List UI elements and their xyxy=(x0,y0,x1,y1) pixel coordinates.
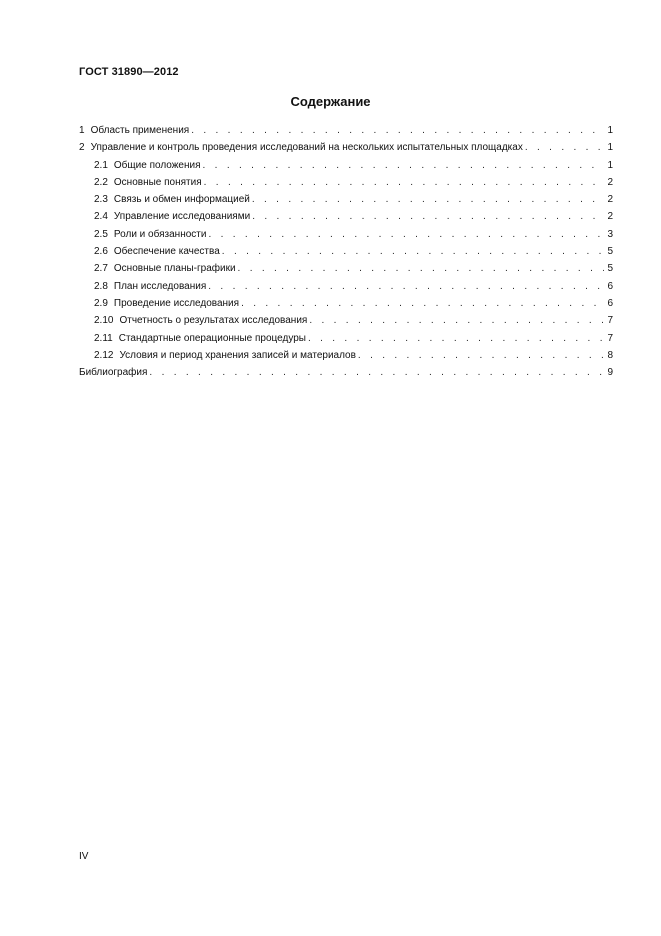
toc-entry[interactable] xyxy=(79,347,613,364)
toc-dot-leader xyxy=(203,157,605,174)
toc-entry-number: 2.7 xyxy=(94,263,108,275)
toc-entry-title: Управление и контроль проведения исследований на нескольких испытательных площадках xyxy=(90,142,523,154)
toc-entry[interactable] xyxy=(79,295,613,312)
toc-entry-title: Проведение исследования xyxy=(113,297,240,309)
toc-entry[interactable] xyxy=(79,312,613,329)
toc-entry-title: Основные понятия xyxy=(113,176,202,188)
toc-dot-leader xyxy=(222,243,604,260)
toc-entry-title: Стандартные операционные процедуры xyxy=(118,332,306,344)
toc-dot-leader xyxy=(252,191,604,208)
toc-dot-leader xyxy=(358,347,604,364)
toc-entry[interactable] xyxy=(79,174,613,191)
toc-entry[interactable] xyxy=(79,208,613,225)
toc-entry[interactable] xyxy=(79,330,613,347)
toc-entry-title: Связь и обмен информацией xyxy=(113,194,250,206)
toc-entry-page: 7 xyxy=(607,315,613,327)
table-of-contents xyxy=(79,122,613,381)
toc-entry-page: 3 xyxy=(607,228,613,240)
toc-entry-title: Управление исследованиями xyxy=(113,211,251,223)
toc-entry-page: 5 xyxy=(607,263,613,275)
toc-entry-page: 8 xyxy=(607,349,613,361)
toc-entry-number: 2.2 xyxy=(94,176,108,188)
toc-dot-leader xyxy=(308,330,604,347)
toc-entry[interactable] xyxy=(79,226,613,243)
toc-entry-number: 2.9 xyxy=(94,297,108,309)
toc-entry-title: Общие положения xyxy=(113,159,201,171)
toc-entry-page: 2 xyxy=(607,194,613,206)
toc-dot-leader xyxy=(241,295,604,312)
toc-entry-number: 2.11 xyxy=(94,332,113,344)
toc-entry-page: 2 xyxy=(607,211,613,223)
document-code: ГОСТ 31890—2012 xyxy=(79,66,179,78)
toc-dot-leader xyxy=(208,226,604,243)
toc-entry-title: Роли и обязанности xyxy=(113,228,207,240)
toc-entry[interactable] xyxy=(79,191,613,208)
toc-entry[interactable] xyxy=(79,157,613,174)
toc-entry[interactable] xyxy=(79,243,613,260)
toc-entry-title: Отчетность о результатах исследования xyxy=(119,315,308,327)
toc-dot-leader xyxy=(252,208,604,225)
toc-entry-number: 2.1 xyxy=(94,159,108,171)
toc-entry-page: 5 xyxy=(607,246,613,258)
toc-entry[interactable] xyxy=(79,139,613,156)
toc-entry-number: 2.12 xyxy=(94,349,114,361)
toc-entry-number: 2.8 xyxy=(94,280,108,292)
toc-entry-number: 2.4 xyxy=(94,211,108,223)
toc-entry-number: 2.6 xyxy=(94,246,108,258)
toc-entry-page: 6 xyxy=(607,297,613,309)
toc-entry-number: 1 xyxy=(79,125,85,136)
toc-entry-number: 2 xyxy=(79,142,85,154)
toc-dot-leader xyxy=(191,122,604,139)
toc-entry-page: 7 xyxy=(607,332,613,344)
toc-entry-title: Область применения xyxy=(90,125,190,136)
toc-entry[interactable] xyxy=(79,278,613,295)
toc-dot-leader xyxy=(149,364,604,381)
toc-entry-title: План исследования xyxy=(113,280,207,292)
toc-entry-number: 2.5 xyxy=(94,228,108,240)
toc-dot-leader xyxy=(204,174,604,191)
toc-title: Содержание xyxy=(290,94,371,109)
toc-entry[interactable] xyxy=(79,364,613,381)
toc-dot-leader xyxy=(238,260,604,277)
toc-entry-page: 1 xyxy=(607,125,613,136)
toc-dot-leader xyxy=(309,312,604,329)
toc-entry-page: 2 xyxy=(607,176,613,188)
toc-dot-leader xyxy=(525,139,604,156)
toc-dot-leader xyxy=(208,278,604,295)
toc-entry-title: Условия и период хранения записей и материалов xyxy=(119,349,356,361)
toc-entry-page: 6 xyxy=(607,280,613,292)
toc-entry-title: Библиография xyxy=(79,367,148,379)
toc-entry[interactable] xyxy=(79,260,613,277)
toc-entry-title: Обеспечение качества xyxy=(113,246,220,258)
toc-entry-number: 2.10 xyxy=(94,315,114,327)
toc-entry-number: 2.3 xyxy=(94,194,108,206)
toc-entry[interactable] xyxy=(79,122,613,139)
page-number: IV xyxy=(79,851,89,862)
toc-entry-page: 1 xyxy=(607,159,613,171)
toc-entry-page: 1 xyxy=(607,142,613,154)
toc-entry-title: Основные планы-графики xyxy=(113,263,236,275)
toc-entry-page: 9 xyxy=(607,367,613,379)
